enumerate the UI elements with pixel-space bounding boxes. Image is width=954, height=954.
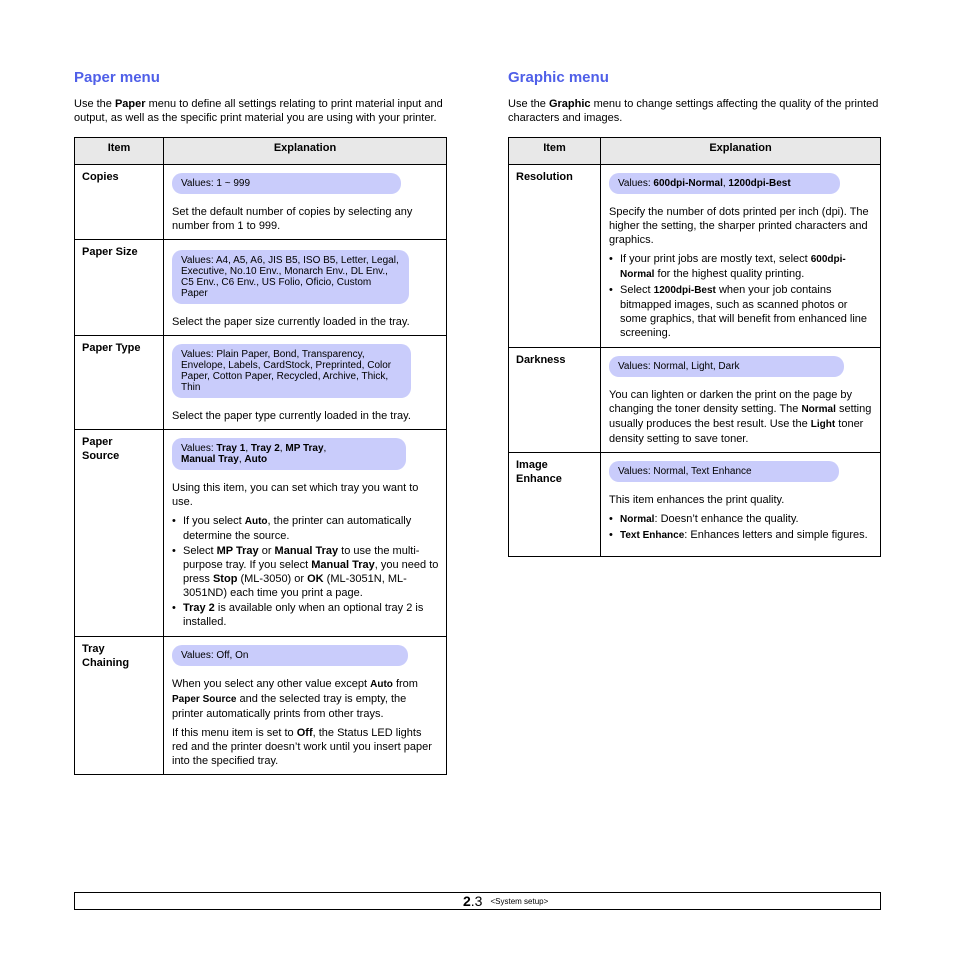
values-pill-paper-size: Values: A4, A5, A6, JIS B5, ISO B5, Letter, Legal, Executive, No.10 Env., Monarch Env., DL Env., C5 Env., C6 Env., US Folio, Oficio, Custom Paper <box>172 250 409 304</box>
table-header-row <box>509 138 881 165</box>
item-darkness: Darkness <box>509 348 601 453</box>
image-enhance-description: This item enhances the print quality. <box>609 494 785 506</box>
resolution-bullets <box>609 252 873 340</box>
table-row-paper-type <box>75 336 447 430</box>
item-tray-chaining: Tray Chaining <box>75 637 164 775</box>
values-pill-tray-chaining: Values: Off, On <box>172 645 408 666</box>
values-pill-image-enhance: Values: Normal, Text Enhance <box>609 461 839 482</box>
resolution-description: Specify the number of dots printed per inch (dpi). The higher the setting, the sharper printed characters and graphics. <box>609 206 869 246</box>
list-item: • Select MP Tray or Manual Tray to use the multi-purpose tray. If you select Manual Tray, you need to press Stop (ML-3050) or OK (ML-3051N, ML-3051ND) each time you print a page. <box>172 544 439 600</box>
tray-chaining-paragraph-1: When you select any other value except Auto from Paper Source and the selected tray is empty, the printer automatically prints from other trays. <box>172 678 418 720</box>
paper-menu-table <box>74 137 447 775</box>
copies-description: Set the default number of copies by selecting any number from 1 to 999. <box>172 206 413 232</box>
paper-type-description: Select the paper type currently loaded in the tray. <box>172 410 411 422</box>
explanation-column-header: Explanation <box>164 138 447 165</box>
graphic-menu-intro: Use the Graphic menu to change settings affecting the quality of the printed characters and images. <box>508 98 879 124</box>
paper-menu-section <box>74 68 447 775</box>
item-column-header: Item <box>75 138 164 165</box>
table-row-resolution <box>509 165 881 348</box>
paper-size-description: Select the paper size currently loaded in the tray. <box>172 316 410 328</box>
values-pill-resolution: Values: 600dpi-Normal, 1200dpi-Best <box>609 173 840 194</box>
item-paper-type: Paper Type <box>75 336 164 430</box>
values-pill-paper-type: Values: Plain Paper, Bond, Transparency, Envelope, Labels, CardStock, Preprinted, Color Paper, Cotton Paper, Recycled, Archive, Thick, Thin <box>172 344 411 398</box>
list-item: • If your print jobs are mostly text, select 600dpi-Normal for the highest quality printing. <box>609 252 873 282</box>
table-row-paper-source <box>75 430 447 637</box>
item-paper-size: Paper Size <box>75 240 164 336</box>
item-copies: Copies <box>75 165 164 240</box>
paper-menu-intro: Use the Paper menu to define all settings relating to print material input and output, as well as the specific print material you are using with your printer. <box>74 98 443 124</box>
section-name: <System setup> <box>490 897 549 906</box>
item-paper-source: Paper Source <box>75 430 164 637</box>
values-pill-copies: Values: 1 ~ 999 <box>172 173 401 194</box>
list-item: • Text Enhance: Enhances letters and simple figures. <box>609 528 873 543</box>
page-footer <box>74 892 881 910</box>
table-row-image-enhance <box>509 453 881 557</box>
values-pill-darkness: Values: Normal, Light, Dark <box>609 356 844 377</box>
item-image-enhance: Image Enhance <box>509 453 601 557</box>
list-item: • Normal: Doesn’t enhance the quality. <box>609 512 873 527</box>
paper-source-bullets <box>172 514 439 629</box>
graphic-menu-table <box>508 137 881 557</box>
list-item: • Select 1200dpi-Best when your job contains bitmapped images, such as scanned photos or some graphics, that will benefit from enhanced line screening. <box>609 283 873 340</box>
table-row-darkness <box>509 348 881 453</box>
tray-chaining-paragraph-2: If this menu item is set to Off, the Status LED lights red and the printer doesn’t work until you insert paper into the specified tray. <box>172 727 432 767</box>
page-number: .3 <box>470 893 483 909</box>
list-item: • If you select Auto, the printer can automatically determine the source. <box>172 514 439 543</box>
image-enhance-bullets <box>609 512 873 543</box>
table-row-copies <box>75 165 447 240</box>
graphic-menu-title: Graphic menu <box>508 69 609 86</box>
list-item: • Tray 2 is available only when an optional tray 2 is installed. <box>172 601 439 629</box>
item-resolution: Resolution <box>509 165 601 348</box>
paper-source-description: Using this item, you can set which tray you want to use. <box>172 482 419 508</box>
paper-menu-title: Paper menu <box>74 69 160 86</box>
table-row-tray-chaining <box>75 637 447 775</box>
explanation-column-header: Explanation <box>601 138 881 165</box>
darkness-description: You can lighten or darken the print on the page by changing the toner density setting. The Normal setting usually produces the best result. Use the Light toner density setting to save toner. <box>609 389 872 445</box>
table-header-row <box>75 138 447 165</box>
page-number-chapter: 2 <box>463 893 471 909</box>
values-pill-paper-source: Values: Tray 1, Tray 2, MP Tray, Manual Tray, Auto <box>172 438 406 470</box>
graphic-menu-section <box>508 68 881 557</box>
item-column-header: Item <box>509 138 601 165</box>
table-row-paper-size <box>75 240 447 336</box>
